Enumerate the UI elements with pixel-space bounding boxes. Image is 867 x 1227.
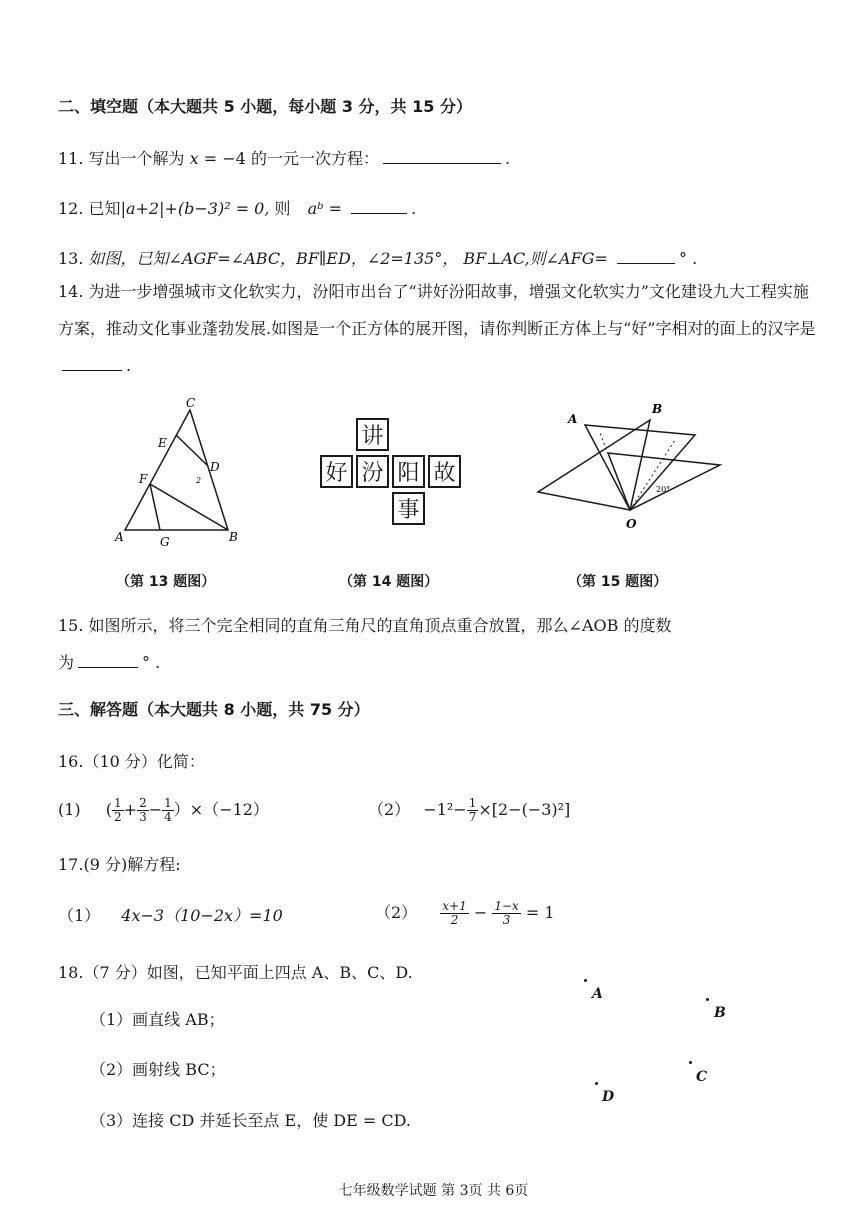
- label-b: B: [229, 530, 238, 544]
- question-14: [58, 273, 818, 384]
- fraction-1-2: $\frac{1}{2}$: [114, 796, 122, 824]
- answer-blank[interactable]: [62, 356, 122, 371]
- fraction-x-plus-1-over-2: $\frac{x+1}{2}$: [442, 899, 467, 927]
- power-expression: aᵇ =: [307, 199, 348, 218]
- question-15: [58, 613, 671, 636]
- question-18-step-2: （2）画射线 BC；: [90, 1060, 226, 1079]
- cube-face-gu: 故: [428, 455, 461, 488]
- triangle-left: [538, 420, 650, 510]
- question-text: 为进一步增强城市文化软实力，汾阳市出台了“讲好汾阳故事，增强文化软实力”文化建设九大工程实施方案，推动文化事业蓬勃发展.如图是一个正方体的展开图，请你判断正方体上与“好”字相对的面上的汉字是: [58, 282, 816, 338]
- question-18-head: 18.（7 分）如图，已知平面上四点 A、B、C、D.: [58, 963, 413, 982]
- label-a: A: [568, 412, 578, 426]
- label-e: E: [158, 436, 167, 450]
- figure-13-triangle: [110, 395, 260, 555]
- fraction-1-7: $\frac{1}{7}$: [468, 796, 477, 824]
- figure-13-caption: （第 13 题图）: [116, 574, 216, 590]
- figure-15-caption: （第 15 题图）: [568, 574, 668, 590]
- part-label: (1): [58, 800, 81, 819]
- figure-14-cube-net: [318, 418, 468, 528]
- point-a-label: A: [592, 986, 603, 1002]
- segment-fg: [150, 484, 160, 530]
- question-16-part-1: (1) ( $\frac{1}{2}$ + $\frac{2}{3}$ − $\frac{1}{4}$ ）×（−12）: [58, 796, 269, 824]
- answer-blank[interactable]: [351, 199, 407, 214]
- fraction-1-minus-x-over-3: $\frac{1-x}{3}$: [494, 899, 519, 927]
- question-text: 如图所示，将三个完全相同的直角三角尺的直角顶点重合放置，那么∠AOB 的度数: [88, 616, 672, 635]
- cube-face-yang: 阳: [392, 455, 425, 488]
- cube-face-fen: 汾: [356, 455, 389, 488]
- answer-blank[interactable]: [617, 249, 675, 264]
- point-d-label: D: [602, 1089, 615, 1105]
- question-12: [58, 196, 416, 219]
- part-label: （2）: [375, 903, 418, 922]
- label-20-degree: 20°: [656, 485, 671, 494]
- question-13: [58, 246, 697, 269]
- label-o: O: [626, 517, 637, 531]
- point-c-dot: [689, 1061, 692, 1064]
- question-number: 14.: [58, 282, 84, 301]
- point-a-dot: [584, 979, 587, 982]
- part-1-tail: ）×（−12）: [173, 800, 269, 819]
- answer-blank[interactable]: [78, 653, 138, 668]
- figure-15-triangles: [530, 395, 730, 535]
- question-prefix: 已知: [88, 199, 121, 218]
- figure-14-caption: （第 14 题图）: [339, 574, 439, 590]
- equation-2-rhs: = 1: [525, 903, 555, 922]
- cube-face-jiang: 讲: [356, 418, 389, 451]
- answer-blank[interactable]: [383, 149, 501, 164]
- degree-period: ° .: [679, 249, 698, 268]
- question-number: 15.: [58, 616, 84, 635]
- period: .: [411, 199, 417, 218]
- question-11: [58, 146, 510, 169]
- section-2-title: 二、填空题（本大题共 5 小题，每小题 3 分，共 15 分）: [58, 97, 472, 116]
- question-17-part-1: [58, 903, 283, 926]
- question-18-step-3: （3）连接 CD 并延长至点 E，使 DE = CD.: [90, 1111, 411, 1130]
- fraction-2-3: $\frac{2}{3}$: [139, 796, 147, 824]
- label-f: F: [139, 472, 148, 486]
- question-number: 12.: [58, 199, 84, 218]
- question-16-head: 16.（10 分）化简：: [58, 752, 205, 771]
- part-label: （2）: [368, 800, 411, 819]
- question-text-continued: 为: [58, 653, 75, 672]
- question-number: 13.: [58, 249, 84, 268]
- point-c-label: C: [696, 1069, 708, 1085]
- label-a: A: [115, 530, 124, 544]
- label-b: B: [652, 402, 663, 416]
- question-18-step-1: （1）画直线 AB；: [90, 1010, 225, 1029]
- cube-face-hao: 好: [320, 455, 353, 488]
- question-text: 写出一个解为: [88, 149, 185, 168]
- question-17-head: 17.(9 分)解方程:: [58, 855, 181, 874]
- label-g: G: [160, 535, 170, 549]
- equation-text: = −4 的一元一次方程：: [198, 149, 379, 168]
- question-16-part-2: [368, 797, 570, 824]
- point-b-dot: [706, 998, 709, 1001]
- label-angle-2: 2: [196, 476, 202, 485]
- period: .: [504, 149, 511, 168]
- cube-face-shi: 事: [392, 492, 425, 525]
- point-d-dot: [595, 1082, 598, 1085]
- equation-1: 4x−3（10−2x）=10: [121, 906, 283, 925]
- period: .: [126, 356, 132, 375]
- then-text: 则: [274, 199, 291, 218]
- question-number: 11.: [58, 149, 84, 168]
- question-15-line-2: [58, 650, 160, 673]
- page-footer: 七年级数学试题 第 3页 共 6页: [338, 1183, 529, 1199]
- question-text: 如图，已知∠AGF=∠ABC，BF∥ED，∠2=135°， BF⊥AC,则∠AFG=: [88, 249, 608, 268]
- label-c: C: [186, 396, 196, 410]
- label-d: D: [210, 460, 220, 474]
- expression: |a+2|+(b−3)² = 0,: [120, 199, 270, 218]
- section-3-title: 三、解答题（本大题共 8 小题，共 75 分）: [58, 700, 370, 719]
- point-b-label: B: [714, 1005, 726, 1021]
- question-17-part-2: （2） $\frac{x+1}{2}$ − $\frac{1-x}{3}$ = 1: [375, 899, 555, 927]
- part-label: （1）: [58, 906, 101, 925]
- part-2-tail: ×[2−(−3)²]: [478, 800, 571, 819]
- variable-x: x: [189, 149, 199, 168]
- fraction-1-4: $\frac{1}{4}$: [164, 796, 172, 824]
- part-2-prefix: −1²−: [423, 800, 467, 819]
- degree-period: ° .: [142, 653, 161, 672]
